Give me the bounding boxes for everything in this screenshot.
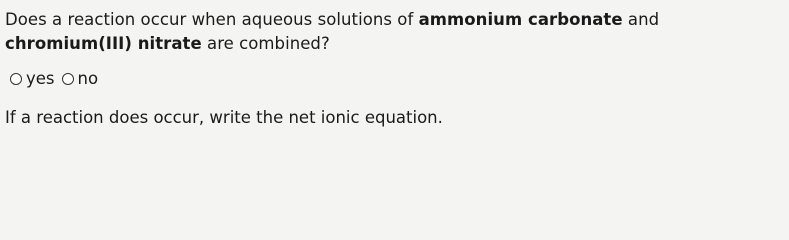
answer-options <box>10 69 98 89</box>
question-part-1: Does a reaction occur when aqueous solutions of <box>5 10 419 29</box>
question-part-3: are combined? <box>201 34 330 53</box>
question-text <box>5 8 785 56</box>
question-part-2: and <box>622 10 660 29</box>
option-no-label: no <box>77 69 99 88</box>
option-no[interactable] <box>62 69 99 89</box>
radio-no[interactable] <box>62 73 74 85</box>
option-yes-label: yes <box>26 69 55 88</box>
reactant-2: chromium(III) nitrate <box>5 34 202 53</box>
option-yes[interactable] <box>10 69 55 89</box>
reactant-1: ammonium carbonate <box>418 10 623 29</box>
radio-yes[interactable] <box>10 73 22 85</box>
instruction-text: If a reaction does occur, write the net ionic equation. <box>5 108 443 127</box>
